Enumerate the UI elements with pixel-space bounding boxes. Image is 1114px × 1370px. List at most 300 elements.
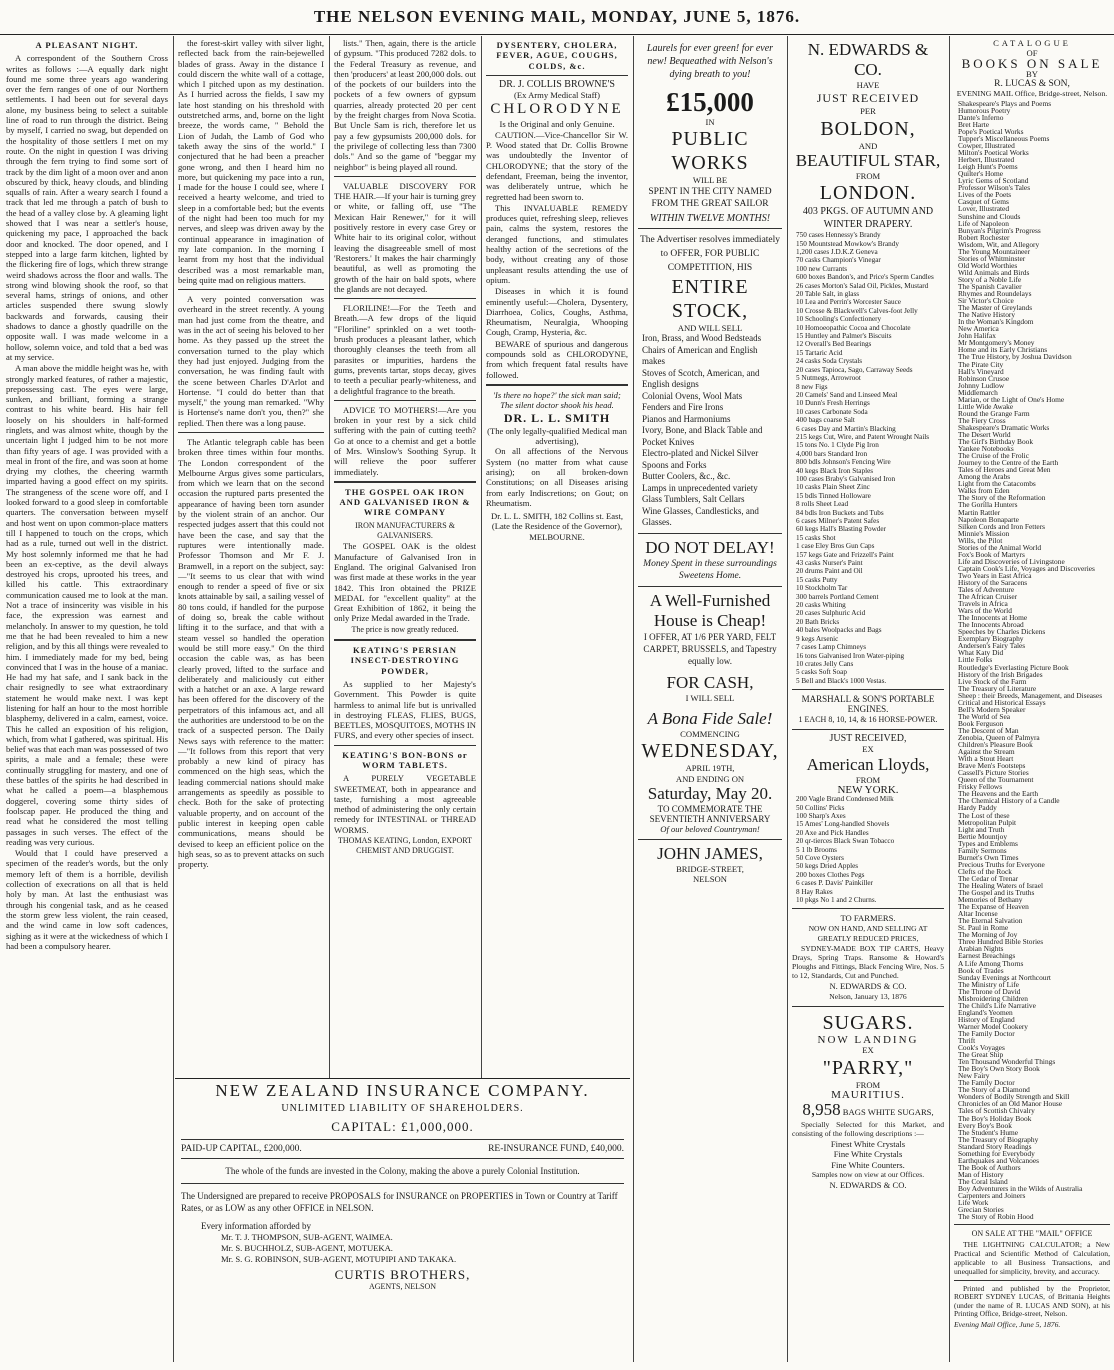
goods-item: 70 casks Champion's Vinegar	[796, 256, 881, 265]
book-title: Cassell's Picture Stories	[958, 768, 1029, 778]
goods-item: 4,000 bars Standard Iron	[796, 449, 868, 458]
article-paragraph: the forest-skirt valley with silver light, reflected back from the rain-bejewelled blades of grass. Away in the distance I could discern the white wall of a cottage, which I pitched upon as my destination. As I hurried across the fields, I saw my late host standing on his threshold with outstretched arms, and, borne on the light breeze, the words came, " Behold the Lion of Judah, the Lamb of God who taketh away the sins of the world." I conjectured that he had been a preacher gone wrong, and then I heard him no more, but quickening my pace into a run, I made for the house I could see, where I received a hearty welcome, and tried to sleep in a comfortable bed; but the events of the night had been too much for my nerves, and sleep was driven away by the continual appearance in imagination of my late companion. In the morning I learnt from my host that the individual described was a most remarkable man, being quite mad on religious matters.	[178, 38, 324, 285]
goods-item: 6 cases P. Davis' Painkiller	[796, 879, 873, 888]
goods-item: 600 boxes Bandon's, and Price's Sperm Candles	[796, 273, 934, 282]
book-title: History of the Saracens	[958, 577, 1028, 587]
goods-item: 20 Camels' Sand and Linseed Meal	[796, 390, 898, 399]
gospel-oak-body: The GOSPEL OAK is the oldest Manufacture of Galvanised Iron in England. The original Galvanised Iron was first made at these works in the year 1842. This Iron obtained the PRIZE MEDAL for "excellent quality" at the Great Exhibition of 1862, it being the only Prize Medal awarded in the Trade.	[334, 541, 476, 624]
chlorodyne-heading: DYSENTERY, CHOLERA, FEVER, AGUE, COUGHS, COLDS, &c.	[496, 40, 618, 71]
book-title: Stories of the Animal World	[958, 542, 1042, 552]
book-title: Hardy Paddy	[958, 803, 997, 813]
book-title: The Gorilla Hunters	[958, 500, 1018, 510]
book-title: Wonders of Bodily Strength and Skill	[958, 1092, 1070, 1102]
smith-body: On all affections of the Nervous System (no matter from what cause arising); on all broken-down Constitutions; on all Diseases arising from early Indiscretions; on Gout; on Rheumatism.	[486, 446, 628, 508]
verse: 'Is there no hope?' the sick man said; The silent doctor shook his head.	[493, 389, 621, 411]
goods-item: 10 Schooling's Confectionery	[796, 315, 882, 324]
goods-item: 60 kegs Hall's Blasting Powder	[796, 525, 886, 534]
seller-name: JOHN JAMES,	[657, 843, 763, 863]
book-title: Sheep : their Breeds, Management, and Diseases	[958, 690, 1103, 700]
book-title: Life Work	[958, 1198, 989, 1208]
insurance-advertisement	[175, 1078, 630, 1368]
book-title: The Great Ship	[958, 1050, 1004, 1060]
book-title: Routledge's Everlasting Picture Book	[958, 662, 1069, 672]
stock-item: Wine Glasses, Candlesticks, and Glasses.	[642, 505, 759, 528]
book-title: Minnie's Mission	[958, 528, 1010, 538]
crystal-3: Fine White Counters.	[831, 1159, 905, 1170]
book-title: Wild Animals and Birds	[958, 267, 1030, 277]
book-title: Fox's Book of Martyrs	[958, 549, 1025, 559]
book-title: The Master of Greylands	[958, 303, 1033, 313]
book-title: Dante's Inferno	[958, 112, 1004, 122]
article-paragraph: Would that I could have preserved a specimen of the reader's words, but the only memory left of them is a horrible, devilish collection of execrations on all that is held holy by man. At last the enthusiast was through his congenial task, and as he ceased the storm grew less violent, the rain ceased, and the wind came in low soft cadences, sighing as it were at the wickedness of which I had been a compulsory hearer.	[6, 848, 168, 951]
book-title: Critical and Historical Essays	[958, 697, 1046, 707]
book-title: Robinson Crusoe	[958, 373, 1010, 383]
book-title: The Cruise of the Frolic	[958, 451, 1030, 461]
book-title: Cowper, Illustrated	[958, 141, 1015, 151]
goods-item: 10 casks Plain Sheet Zinc	[796, 483, 870, 492]
book-title: The African Cruiser	[958, 592, 1018, 602]
book-title: Stories of Whitminster	[958, 253, 1026, 263]
bags-label: BAGS WHITE SUGARS,	[842, 1107, 934, 1118]
book-title: Pope's Poetical Works	[958, 126, 1024, 136]
column-1-pleasant-night	[2, 36, 172, 1362]
book-title: Silken Cords and Iron Fetters	[958, 521, 1046, 531]
book-title: The Pirate City	[958, 359, 1004, 369]
book-title: Lyric Gems of Scotland	[958, 176, 1029, 186]
book-title: Little Folks	[958, 655, 993, 665]
agent-entry: Mr. S. G. ROBINSON, SUB-AGENT, MOTUPIPI AND TAKAKA.	[221, 1254, 457, 1264]
divider	[334, 176, 476, 177]
goods-item: 10 crates Jelly Cans	[796, 659, 854, 668]
spent-line: SPENT IN THE CITY NAMED FROM THE GREAT SAILOR	[648, 186, 772, 209]
city-london: LONDON.	[819, 182, 917, 205]
book-list	[954, 100, 1110, 1220]
book-title: England's Yeomen	[958, 1007, 1013, 1017]
book-title: Family Sermons	[958, 845, 1007, 855]
column-7-catalogue	[950, 36, 1114, 1362]
goods-item: 24 casks Soda Crystals	[796, 357, 863, 366]
article-paragraph: BEWARE of spurious and dangerous compounds sold as CHLORODYNE, from which frequent fatal results have followed.	[486, 338, 628, 380]
samples-line: Samples now on view at our Offices.	[811, 1170, 925, 1180]
selected-line: Specially Selected for this Market, and consisting of the following descriptions :—	[792, 1120, 944, 1139]
book-title: The Desert World	[958, 429, 1011, 439]
book-title: New America	[958, 324, 999, 334]
goods-item: 400 bags coarse Salt	[796, 416, 855, 425]
keating-powder-body: As supplied to her Majesty's Government. This Powder is quite harmless to animal life but is unrivalled in destroying FLEAS, FLIES, BUGS, BEETLES, MOSQUITOES, MOTHS IN FURS, and every other species of insect.	[334, 678, 476, 741]
goods-item: 20 Table Salt, in glass	[796, 290, 860, 299]
article-paragraph: This INVALUABLE REMEDY produces quiet, refreshing sleep, relieves pain, calms the system, restores the deranged functions, and stimulates healthy action of the secretions of the body, without creating any of those unpleasant results attending the use of opium.	[486, 202, 628, 285]
book-title: Home and its Early Christians	[958, 345, 1048, 355]
keating-signature: THOMAS KEATING, London, EXPORT CHEMIST AND DRUGGIST.	[338, 836, 472, 856]
goods-item: 8 Hay Rakes	[796, 887, 833, 896]
book-title: The World of Sea	[958, 711, 1011, 721]
bonbons-title: KEATING'S BON-BONS or WORM TABLETS.	[342, 749, 468, 770]
book-title: Walks from Eden	[958, 486, 1010, 496]
goods-list	[792, 231, 944, 685]
book-title: Chronicles of an Old Manor House	[958, 1099, 1063, 1109]
goods-item: 5 Bell and Black's 1000 Vestas.	[796, 676, 887, 685]
will-sell-2: I WILL SELL	[685, 692, 735, 703]
masthead: THE NELSON EVENING MAIL, MONDAY, JUNE 5, 1876.	[0, 0, 1114, 35]
book-title: The Throne of David	[958, 986, 1021, 996]
book-title: A Life Among Thorns	[958, 958, 1024, 968]
goods-item: 750 cases Hennessy's Brandy	[796, 231, 881, 240]
book-title: Zenobia, Queen of Palmyra	[958, 733, 1040, 742]
divider	[486, 384, 628, 386]
offer-line: I OFFER, AT 1/6 PER YARD, FELT CARPET, BRUSSELS, and Tapestry equally low.	[643, 631, 777, 666]
stock-item: Stoves of Scotch, American, and English designs	[642, 367, 760, 390]
bags-count: 8,958	[802, 1100, 841, 1120]
goods-item: 100 new Currants	[796, 264, 848, 273]
book-title: Sir Victor's Choice	[958, 296, 1014, 306]
divider	[954, 1224, 1110, 1225]
book-title: The Chemical History of a Candle	[958, 796, 1060, 806]
goods-item: 15 Huntley and Palmer's Biscuits	[796, 332, 892, 341]
stock-item: Iron, Brass, and Wood Bedsteads	[642, 333, 762, 344]
goods-item: 300 barrels Portland Cement	[796, 592, 879, 601]
saturday: Saturday, May 20.	[647, 783, 773, 803]
article-paragraph: A man above the middle height was he, with strongly marked features, of rather a majestic, prepossessing cast. The eyes were large, sunken, and brilliant, forming a strange contrast to his white beard. His hair fell loosely on his shoulders in half-formed ringlets, and was almost white, though by the uncertain light I judged him to be not more than fifty years of age. I was provided with a meal in front of the fire, and was soon at home drying my clothes, the cheering warmth imparted having a good effect on my spirits. The strangeness of the scene wore off, and I looked forward to a good sleep in comfortable quarters. The conversation between myself and host went on upon common-place matters till I happened to touch on the crops, which had as a rule, turned out well in the district. My host solemnly informed me that he had been an ex-ceptive, as the devil always destroyed his crops, uprooted his trees, and killed his cattle. This extraordinary communication caused me to look at the man. Not a trace of insincerity was visible in his face, the expression was earnest and melancholy. In answer to my question, he told me that he had been revealed to him a new religion, and by this all things were revealed to him. I immediately made for my bed, being convinced that I was in the house of a maniac. He had my hat safe, and I sank back in the chair resignedly to see what extraordinary statement he would make next. I was kept listening for half an hour to the most horrible blasphemy, delivered in a calm, earnest, voice. This he called an exposition of his religion, which, from what I gathered, was spiritual. His belief was that each man was possessed of two spirits, a male and a female; these were continually struggling for mastery, and one of these battles of the spirits he had described in what he called a poem—a blasphemous doggerel, covering some thirty sides of foolscap paper. He produced the thing and read what he considered the most telling passages in such verses. The effect of the reading was very curious.	[6, 363, 168, 847]
ending-on: AND ENDING ON	[675, 773, 745, 784]
stock-item: Glass Tumblers, Salt Cellars	[642, 494, 745, 505]
book-title: Earnest Breachings	[958, 951, 1016, 961]
divider	[181, 1183, 624, 1184]
article-paragraph: lists." Then, again, there is the article of gypsum. "This produced 7282 dols. to the Federal Treasury as revenue, and then 'producers' at least 200,000 dols. out of the pockets of our builders into the pockets of a few owners of gypsum quarries, already protected 20 per cent by the freight charges from Nova Scotia. But Uncle Sam is rich, therefore let us pay a few gypsumists 200,000 dols. for the privilege of collecting less than 7300 dols." And so the game of "beggar my neighbor" is being played all round.	[334, 38, 477, 172]
goods-item: 7 cases Lamp Chimneys	[796, 643, 867, 652]
city-new-york: NEW YORK.	[837, 783, 899, 796]
floriline-ad: FLORILINE!—For the Teeth and Breath.—A few drops of the liquid "Floriline" sprinkled on a wet tooth-brush produces a pleasant lather, which thoroughly cleanses the teeth from all parasites or impurities, hardens the gums, prevents tartar, stops decay, gives to teeth a peculiar pearly-whiteness, and a delightful fragrance to the breath.	[334, 303, 476, 396]
goods-item: 10 Crosse & Blackwell's Calves-foot Jelly	[796, 306, 918, 315]
book-title: The Young Mountaineer	[958, 246, 1031, 256]
goods-item: 10 cases Carbonate Soda	[796, 407, 868, 416]
book-title: Life of Napoleon	[958, 218, 1009, 228]
book-title: The Story of Robin Hood	[958, 1212, 1034, 1222]
book-title: Book of Trades	[958, 965, 1004, 975]
book-title: Grecian Stories	[958, 1205, 1004, 1215]
well-furnished: A Well-Furnished House is Cheap!	[649, 590, 771, 630]
divider	[178, 432, 324, 433]
book-title: Lover, Illustrated	[958, 204, 1010, 214]
book-title: Sunshine and Clouds	[958, 211, 1021, 221]
goods-item: 15 casks Shot	[796, 533, 836, 542]
goods-item: 20 cases Sulphuric Acid	[796, 609, 866, 618]
mauritius: MAURITIUS.	[831, 1088, 905, 1101]
wednesday: WEDNESDAY,	[641, 740, 779, 763]
drapery-line: 403 PKGS. OF AUTUMN AND WINTER DRAPERY.	[802, 206, 934, 231]
column-3-ads	[330, 36, 480, 1076]
seller-street: BRIDGE-STREET,	[676, 863, 744, 874]
book-title: Casquet of Gems	[958, 197, 1009, 207]
book-title: Three Hundred Bible Stories	[958, 937, 1044, 947]
book-title: Man of History	[958, 1169, 1004, 1179]
goods-item: 15 Tartaric Acid	[796, 348, 843, 357]
book-title: The Ministry of Life	[958, 979, 1019, 989]
book-title: Frisky Fellows	[958, 782, 1003, 792]
goods-item: 800 bdls Johnson's Fencing Wire	[796, 458, 891, 467]
book-title: The True History, by Joshua Davidson	[958, 352, 1072, 362]
column-6-edwards	[788, 36, 948, 1362]
brand-name: CHLORODYNE	[490, 101, 624, 118]
book-title: Journey to the Centre of the Earth	[958, 458, 1059, 468]
book-title: The Story of the Reformation	[958, 493, 1046, 503]
gospel-oak-price: The price is now greatly reduced.	[351, 624, 459, 634]
column-5-john-james	[634, 36, 786, 1362]
book-title: Every Boy's Book	[958, 1120, 1012, 1130]
book-title: Cook's Voyages	[958, 1043, 1005, 1053]
of-label: OF	[1026, 48, 1038, 59]
book-title: The Girl's Birthday Book	[958, 437, 1034, 447]
commencing: COMMENCING	[680, 728, 740, 739]
from-label: FROM	[855, 170, 881, 181]
advertiser-line: The Advertiser resolves immediately to OFFER, FOR PUBLIC COMPETITION, HIS	[639, 234, 781, 273]
book-title: Metropolitan Pulpit	[958, 817, 1017, 827]
goods-item: 40 kegs Black Iron Staples	[796, 466, 874, 475]
seller-firm: R. LUCAS & SON,	[994, 79, 1070, 90]
book-title: Wills, the Pilot	[958, 535, 1003, 545]
goods-item: 1,200 cases J.D.K.Z Geneva	[796, 248, 878, 256]
book-title: What Katy Did	[958, 648, 1004, 658]
divider	[334, 298, 476, 299]
books-on-sale: BOOKS ON SALE	[961, 55, 1103, 71]
smith-title: DR. L. L. SMITH	[503, 410, 611, 425]
goods-item: 20 cases Tapioca, Sago, Carraway Seeds	[796, 365, 913, 374]
goods-item: 26 cases Morton's Salad Oil, Pickles, Mustard	[796, 281, 929, 290]
stock-item: Electro-plated and Nickel Silver Spoons and Forks	[642, 448, 759, 470]
will-be: WILL BE	[692, 175, 728, 186]
keating-powder-title: KEATING'S PERSIAN INSECT-DESTROYING POWDER,	[350, 645, 460, 676]
book-title: Something for Everybody	[958, 1148, 1035, 1158]
book-title: The Descent of Man	[958, 725, 1019, 735]
book-title: Milton's Poetical Works	[958, 148, 1029, 158]
now-landing: NOW LANDING	[817, 1033, 919, 1046]
book-title: Quilter's Home	[958, 169, 1004, 179]
book-title: Among the Arabs	[958, 472, 1011, 482]
capital-row	[181, 1139, 624, 1159]
book-title: Types and Emblems	[958, 838, 1018, 848]
goods-item: 50 Cove Oysters	[796, 854, 844, 863]
book-title: Captain Cook's Life, Voyages and Discoveries	[958, 563, 1095, 573]
goods-item: 43 casks Nurser's Paint	[796, 559, 863, 568]
goods-item: 6 cases Milner's Patent Safes	[796, 517, 880, 525]
goods-item: 5 casks Soft Soap	[796, 668, 847, 677]
stock-item: Chairs of American and English makes	[642, 344, 758, 367]
per-label: PER	[860, 106, 876, 117]
on-sale-line: ON SALE AT THE "MAIL" OFFICE	[971, 1229, 1093, 1239]
goods-item: 16 tons Galvanised Iron Water-piping	[796, 651, 905, 660]
book-title: Middlemarch	[958, 387, 998, 397]
gospel-oak-subtitle: IRON MANUFACTURERS & GALVANISERS.	[355, 520, 455, 541]
goods-item: 150 Mountstead Mowkow's Brandy	[796, 239, 899, 248]
goods-item: 10 Stockholm Tar	[796, 584, 848, 593]
book-title: John Halifax	[958, 331, 996, 341]
book-title: Shakespeare's Dramatic Works	[958, 422, 1050, 432]
goods-item: 6 cases Day and Martin's Blacking	[796, 424, 896, 433]
sugars: SUGARS.	[822, 1011, 914, 1034]
agents-list	[181, 1232, 624, 1265]
from-label-2: FROM	[855, 774, 881, 785]
book-title: Humorous Poetry	[958, 105, 1011, 115]
goods-item: 40 bales Woolpacks and Bags	[796, 626, 882, 635]
article-paragraph: A correspondent of the Southern Cross writes as follows :—A equally dark night found me some three years ago wandering over the fern ranges of one of our Northern settlements. I had been out for several days alone, my business being to select a suitable line of road to run through the district. Being by myself, I carried no swag, but depended on the hospitality of those settlers I met on my route. On the night in question I was driving through the fern trying to find some sort of track by the dim light of a moon over and anon obscured by thick, heavy clouds, and blinding squalls of rain. After a weary search I found a track that led me through a patch of bush to the head of a valley close by. A gleaming light showed that I was near a settler's house, quickening my pace, I approached the back door and knocked. The door opened, and I stepped into a large farm kitchen, lighted by the flickering fire of logs, which threw strange weird shadows across the floor and walls. The strong wind blowing shook the roof, so that several hams, strings of onions, and other articles suspended there swung slowly backwards and forwards, causing their shadows to dance a ghostly quadrille on the opposite wall. I was made welcome in a hollow, solemn voice, and told that a bed was at my service.	[6, 53, 168, 362]
article-paragraph: The Atlantic telegraph cable has been broken three times within four months. The London correspondent of the Melbourne Argus gives some particulars, from which we learn that on the second occasion the ruptured parts presented the appearance of having been torn asunder by the violent strain of an anchor. Our respected judges assert that this could not have been the case, and say that the ruptures were intentionally made. Professor Thomson and Mr F. J. Bramwell, in a report on the subject, say:—"It seems to us clear that with wind enough to render a speed of five or six knots attainable by sail, a sailing vessel of 80 tons could, if handled for the purpose of doing so, break the cable without lifting it to the surface, and that with a steam vessel so handled the operation would be still more easy." On the third occasion the cable was, as has been clearly proved, lifted to the surface and deliberately and maliciously cut either with a hatchet or an axe. A large reward has been offered for the discovery of the perpetrators of this infamous act, and all the authorities are understood to be on the track of a suspected person. The Daily News says with reference to the matter:—"It follows from this report that very probably a new kind of piracy has commenced on the high seas, which the leading commercial nations should make arrangements as speedily as possible to check. Both for the sake of protecting valuable property, and on account of the public interest in keeping open cable communications, means should be devised to keep an efficient police on the high seas, so as to prevent attacks on such property.	[178, 436, 324, 870]
agent-entry: Mr. T. J. THOMPSON, SUB-AGENT, WAIMEA.	[221, 1232, 393, 1242]
ex-label: EX	[862, 744, 874, 755]
reduced-prices: NOW ON HAND, AND SELLING AT GREATLY REDUCED PRICES,	[808, 923, 928, 944]
book-title: The Native History	[958, 310, 1016, 320]
book-title: Thrift	[958, 1036, 976, 1046]
book-title: Exemplary Biography	[958, 634, 1024, 644]
book-title: Book Ferguson	[958, 718, 1004, 728]
stock-item: Pianos and Harmoniums	[642, 413, 731, 424]
liability-line: UNLIMITED LIABILITY OF SHAREHOLDERS.	[281, 1103, 524, 1114]
calculator-ad: THE LIGHTNING CALCULATOR; a New Practical and Scientific Method of Calculation, applicable to all Business Transactions, and unequalled for simplicity, brevity, and accuracy.	[954, 1239, 1110, 1276]
book-title: The Boy's Own Story Book	[958, 1064, 1040, 1074]
capital-line: CAPITAL: £1,000,000.	[331, 1119, 474, 1134]
column-2-articles	[174, 36, 328, 1076]
goods-item: 15 Ames' Long-handled Shovels	[796, 820, 890, 829]
book-title: The Gospel and its Truths	[958, 888, 1035, 898]
firm-name: N. EDWARDS & CO.	[807, 40, 929, 79]
book-title: Queen of the Tournament	[958, 775, 1034, 785]
book-title: Memories of Bethany	[958, 895, 1023, 905]
from-label-3: FROM	[855, 1079, 881, 1090]
goods-item: 15 casks Putty	[796, 575, 838, 584]
just-received-2: JUST RECEIVED,	[829, 733, 907, 745]
ship-boldon: BOLDON,	[820, 117, 916, 140]
book-title: New Fairy	[958, 1071, 990, 1081]
goods-item: 20 Bath Bricks	[796, 617, 840, 626]
book-title: Standard Story Readings	[958, 1141, 1032, 1151]
book-title: Tales of Adventure	[958, 585, 1015, 595]
book-title: Against the Stream	[958, 747, 1015, 757]
book-title: History of England	[958, 1014, 1015, 1024]
crystal-2: Fine White Crystals	[833, 1149, 903, 1160]
book-title: Arabian Nights	[958, 944, 1004, 954]
book-title: The Cedar of Trenar	[958, 873, 1019, 883]
book-title: Misbroidering Children	[958, 993, 1028, 1003]
within-line: WITHIN TWELVE MONTHS!	[649, 212, 771, 224]
goods-item: 50 Collins' Picks	[796, 803, 845, 812]
book-title: Tales of Heroes and Great Men	[958, 465, 1051, 475]
marshall-engines: MARSHALL & SON'S PORTABLE ENGINES.	[801, 694, 935, 715]
brand-subtitle: (Ex Army Medical Staff)	[514, 90, 600, 101]
book-title: Altar Incense	[958, 909, 998, 919]
goods-item: 15 tons No. 1 Clyde Pig Iron	[796, 441, 879, 450]
book-title: Robert Rochester	[958, 232, 1010, 242]
divider	[178, 289, 324, 290]
info-line: Every information afforded by	[201, 1221, 312, 1231]
book-title: Light and Truth	[958, 824, 1005, 834]
book-title: The Morning of Joy	[958, 930, 1018, 940]
catalogue-label: CATALOGUE	[993, 38, 1071, 48]
goods-item: 5 1 lb Brooms	[796, 845, 837, 854]
ship-parry: "PARRY,"	[822, 1056, 914, 1079]
book-title: Round the Grange Farm	[958, 408, 1030, 418]
goods-item: 8 rolls Sheet Lead	[796, 500, 849, 509]
smith-subtitle: (The only legally-qualified Medical man advertising),	[487, 425, 627, 447]
book-title: The Child's Life Narrative	[958, 1000, 1036, 1010]
book-title: Johnny Ludlow	[958, 380, 1005, 390]
hair-renewer-ad: VALUABLE DISCOVERY FOR THE HAIR.—If your hair is turning grey or white, or falling off, use "The Mexican Hair Renewer," for it will positively restore in every case Grey or White hair to its original color, without leaving the disagreeable smell of most 'Restorers.' It makes the hair charmingly beautiful, as well as promoting the growth of the hair on bald spots, where the glands are not decayed.	[334, 180, 477, 294]
reserve-fund: RE-INSURANCE FUND, £40,000.	[488, 1144, 624, 1154]
book-title: Bertie Mountjoy	[958, 831, 1008, 841]
book-title: The Innocents at Home	[958, 613, 1028, 623]
book-title: Old World Worthies	[958, 260, 1018, 270]
stock-item: Ivory, Bone, and Black Table and Pocket Knives	[642, 425, 763, 447]
book-title: With a Stout Heart	[958, 754, 1014, 764]
goods-item: 10 Dunn's Fresh Herrings	[796, 399, 870, 408]
goods-item: 10 Lea and Perrin's Worcester Sauce	[796, 298, 901, 307]
stock-item: Colonial Ovens, Wool Mats	[642, 390, 743, 401]
ex-label-2: EX	[862, 1045, 874, 1056]
imprint-date: Evening Mail Office, June 5, 1876.	[954, 1319, 1061, 1329]
book-title: History of the Irish Brigades	[958, 669, 1043, 679]
book-title: Light from the Catacombs	[958, 479, 1036, 489]
goods-item: 200 Vagle Brand Condensed Milk	[796, 795, 894, 804]
countryman: Of our beloved Countryman!	[660, 824, 760, 835]
entire-stock: ENTIRE STOCK,	[671, 275, 749, 322]
do-not-delay: DO NOT DELAY!	[645, 537, 775, 557]
ship-american-lloyds: American Lloyds,	[806, 754, 930, 774]
book-title: Ten Thousand Wonderful Things	[958, 1057, 1056, 1067]
goods-item: 50 kegs Dried Apples	[796, 862, 859, 871]
book-title: Bunyan's Pilgrim's Progress	[958, 225, 1041, 235]
goods-item: 84 bdls Iron Buckets and Tubs	[796, 508, 884, 517]
book-title: The Expanse of Heaven	[958, 902, 1029, 912]
divider	[334, 745, 476, 746]
book-title: The Treasury of Biography	[958, 1134, 1039, 1144]
book-title: Tupper's Miscellaneous Poems	[958, 134, 1050, 144]
amount: £15,000	[666, 87, 754, 117]
book-title: Leigh Hunt's Poems	[958, 162, 1018, 172]
goods-item: 15 bdls Tinned Holloware	[796, 491, 871, 500]
article-paragraph: Diseases in which it is found eminently useful:—Cholera, Dysentery, Diarrhoea, Colics, Coughs, Asthma, Rheumatism, Neuralgia, Whooping Cough, Cramp, Hysteria, &c.	[486, 286, 628, 338]
stock-item: Lamps in unprecedented variety	[642, 482, 758, 493]
book-title: The Eternal Salvation	[958, 916, 1023, 926]
goods-item: 20 drums Paint and Oil	[796, 567, 863, 576]
article-paragraph: A very pointed conversation was overheard in the street recently. A young man had just come from the theatre, and was in the act of seeing his beloved to her home. As they passed up the street the conversation turned to the play which they had just enjoyed. Judging from the conversation, he was finding fault with the scene between Charles D'Arlot and Hortense. "I could do better than that myself," the young man remarked. "Why is Hortense's name don't you, then?" she replied. Then there was a long pause.	[178, 294, 324, 428]
agents-nelson: AGENTS, NELSON	[368, 1282, 437, 1291]
article-paragraph: CAUTION.—Vice-Chancellor Sir W. P. Wood stated that Dr. Collis Browne was undoubtedly the Inventor of CHLORODYNE; that the story of the defendant, Freeman, being the inventor, was deliberately untrue, which he regretted had been sworn to.	[486, 129, 628, 202]
goods-item: 157 kegs Gate and Frizzell's Paint	[796, 550, 894, 559]
book-title: St. Paul in Rome	[958, 923, 1009, 933]
book-title: In the Woman's Kingdom	[958, 317, 1034, 327]
brand-note: Is the Original and only Genuine.	[499, 119, 615, 130]
book-title: The Family Doctor	[958, 1028, 1015, 1038]
book-title: Story of a Noble Life	[958, 274, 1022, 284]
bona-fide: A Bona Fide Sale!	[647, 708, 773, 728]
book-title: Professor Wilson's Tales	[958, 183, 1031, 193]
book-title: Two Years in East Africa	[958, 570, 1032, 580]
goods-item: 8 new Figs	[796, 382, 828, 391]
edwards-signature: N. EDWARDS & CO.	[829, 981, 907, 992]
book-title: Travels in Africa	[958, 599, 1008, 609]
marshall-sub: 1 EACH 8, 10, 14, & 16 HORSE-POWER.	[798, 714, 938, 724]
imprint: Printed and published by the Proprietor, ROBERT SYDNEY LUCAS, of Brittania Heights (under the name of R. LUCAS AND SON), at his Printing Office, Bridge-street, Nelson.	[954, 1283, 1110, 1319]
goods-item: 100 Sharp's Axes	[796, 812, 846, 821]
book-title: Clefts of the Rock	[958, 866, 1012, 876]
book-title: Children's Pleasure Book	[958, 740, 1033, 750]
goods-item: 100 cases Braby's Galvanised Iron	[796, 474, 896, 483]
book-title: Wisdom, Wit, and Allegory	[958, 239, 1040, 249]
divider	[638, 586, 782, 587]
goods-item: 20 casks Whiting	[796, 601, 846, 610]
commemorate: TO COMMEMORATE THE SEVENTIETH ANNIVERSARY	[649, 803, 771, 825]
seller-town: NELSON	[693, 874, 727, 885]
book-title: Bell's Modern Speaker	[958, 704, 1026, 714]
brand-prefix: DR. J. COLLIS BROWNE'S	[499, 78, 615, 90]
divider	[954, 1280, 1110, 1281]
